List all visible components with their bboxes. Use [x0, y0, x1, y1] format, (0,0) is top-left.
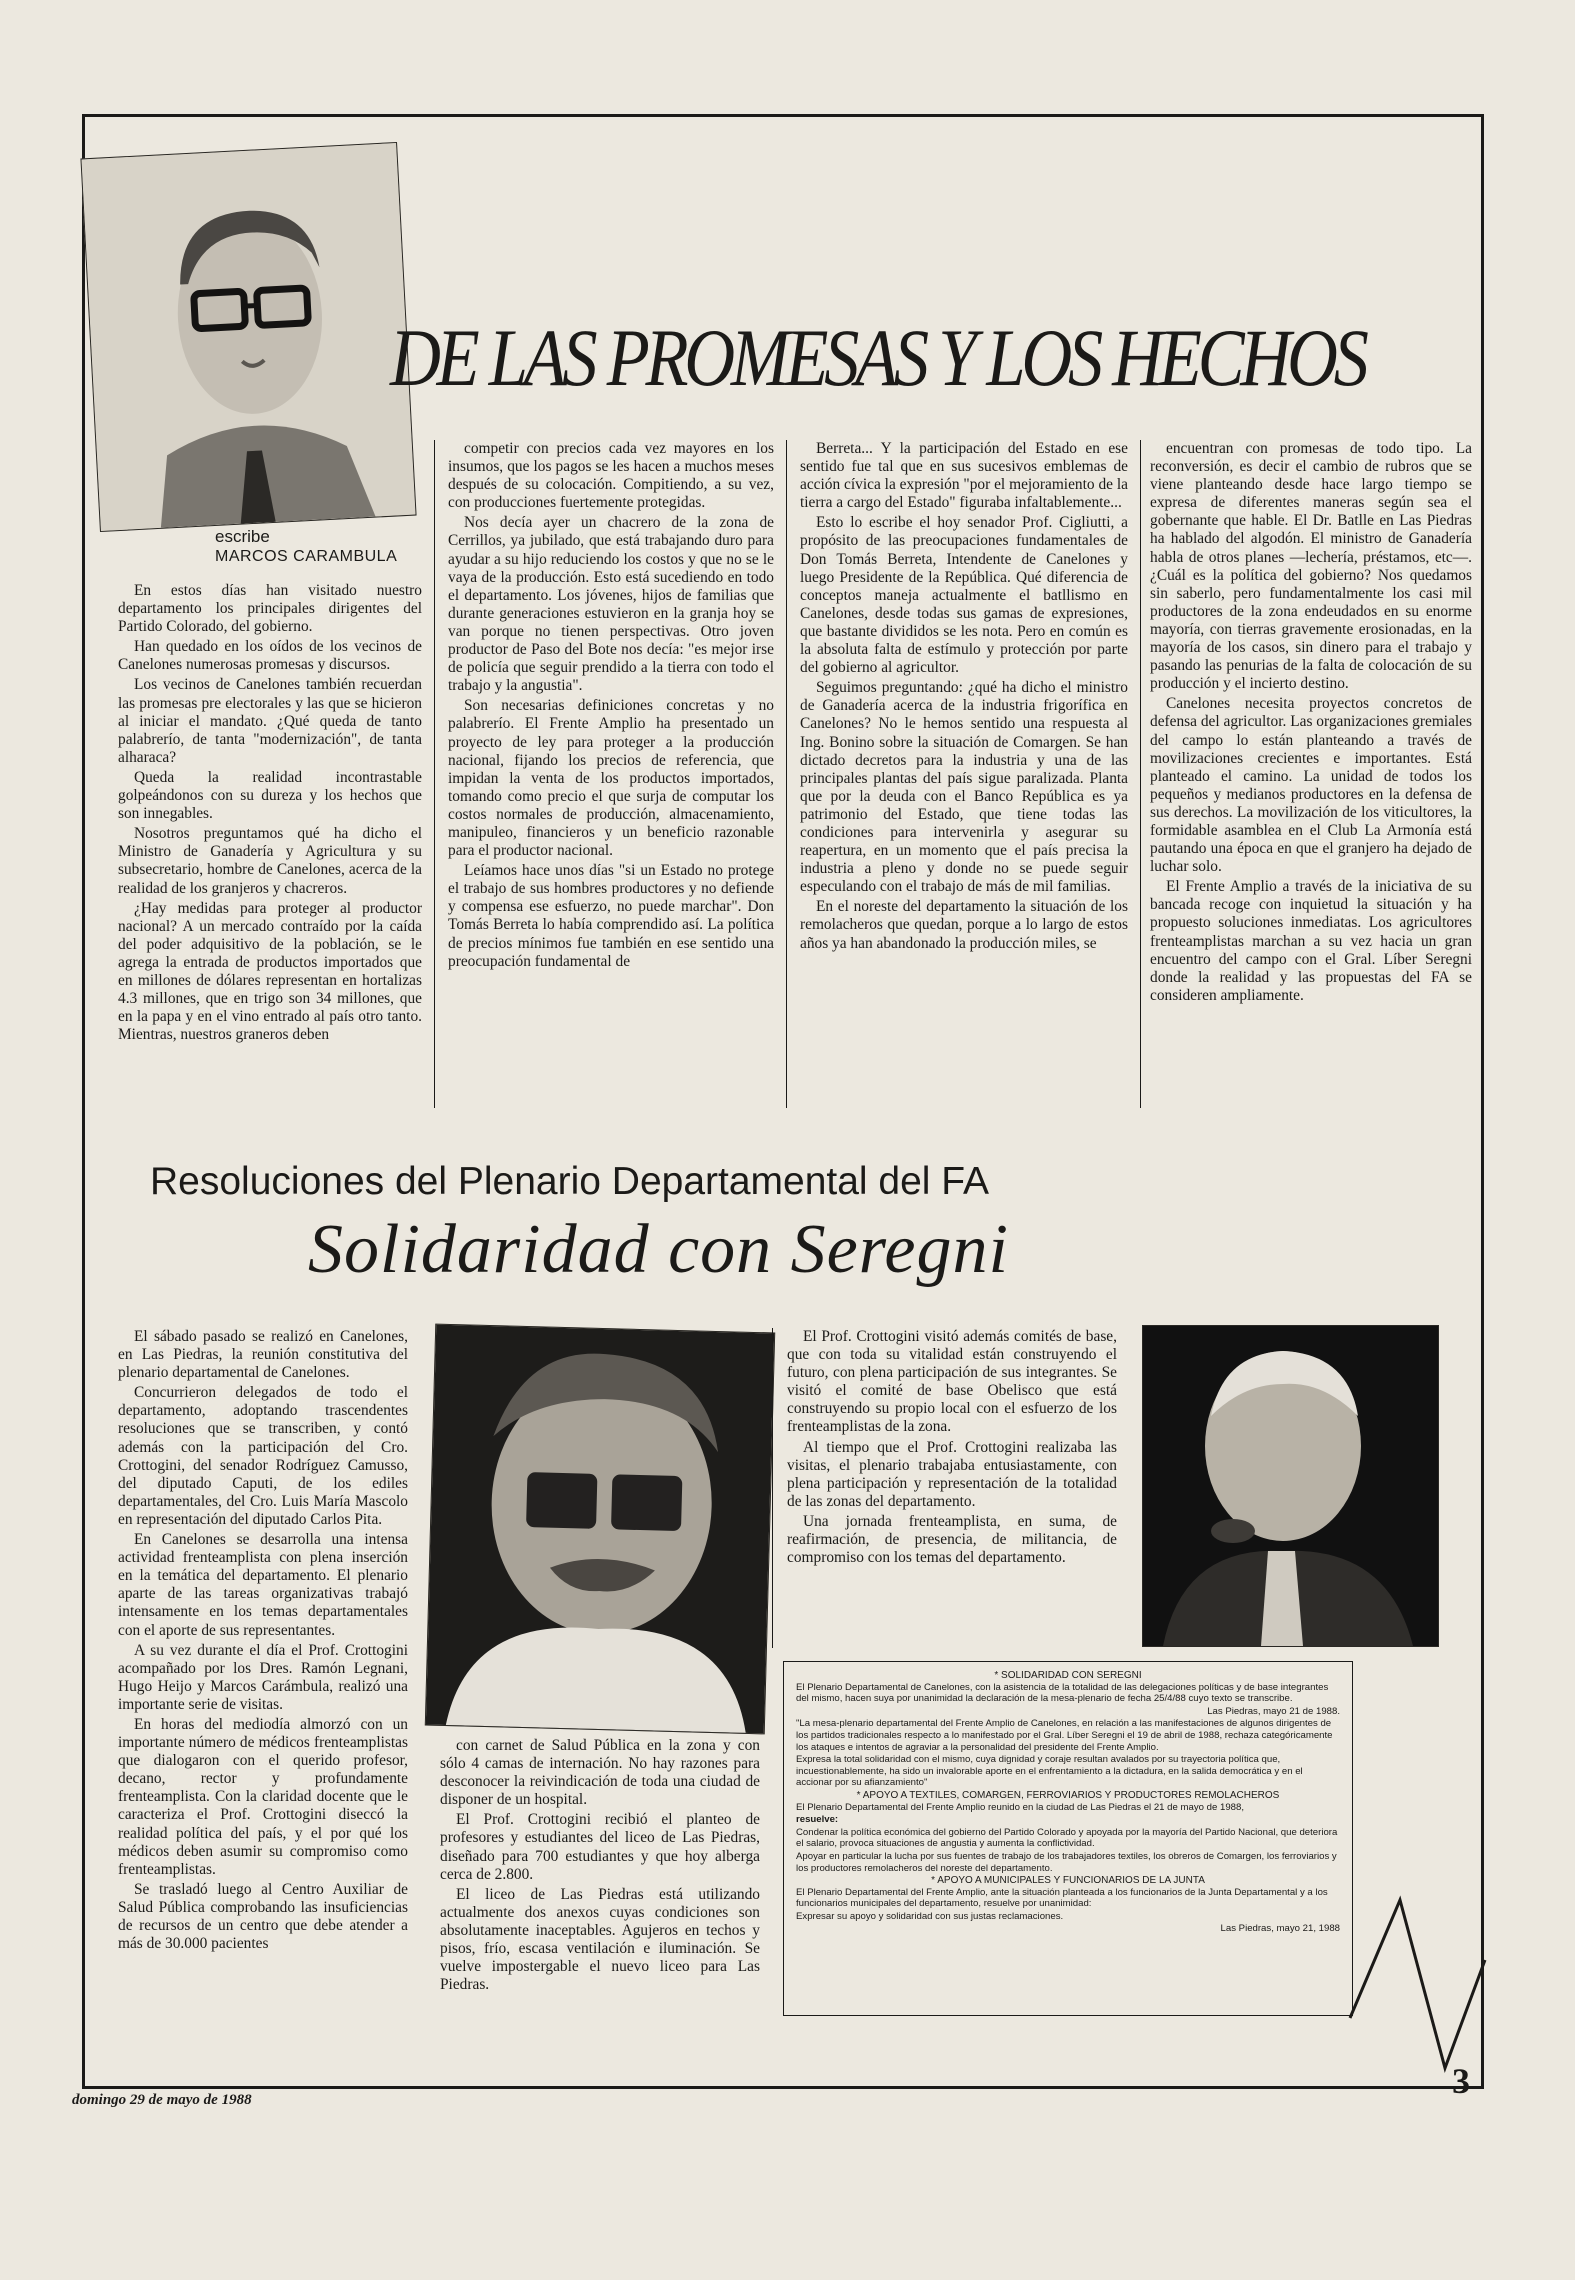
paragraph: Esto lo escribe el hoy senador Prof. Cigliutti, a propósito de las preocupaciones fundamentales de Don Tomás Berreta, Intendente de Canelones y luego Presidente de la República. Qué diferencia de conceptos maneja actualmente el batllismo en Canelones, desde todas sus gamas de expresiones, que bastante divididos se les nota. Pero en común es la absoluta falta de estímulo y protección por parte del gobierno al agricultor.: [800, 514, 1128, 677]
paragraph: Al tiempo que el Prof. Crottogini realizaba las visitas, el plenario trabajaba entusiastamente, con plena participación y representación de la totalidad de las zonas del departamento.: [787, 1438, 1117, 1510]
paragraph: ¿Hay medidas para proteger al productor nacional? A un mercado contraído por la caída del poder adquisitivo de la población, se le agrega la entrada de productos importados que en millones de dólares representan en hortalizas 4.3 millones, que en trigo son 34 millones, que en la papa y en el vino entrado al país otro tanto. Mientras, nuestros graneros deben: [118, 899, 422, 1044]
article1-col4: [1150, 440, 1472, 1107]
paragraph: En Canelones se desarrolla una intensa actividad frenteamplista con plena inserción en la temática del departamento. El plenario aparte de las tareas organizativas trabajó intensamente en los temas departamentales con el aporte de sus representantes.: [118, 1531, 408, 1639]
box-date: Las Piedras, mayo 21, 1988: [1220, 1923, 1340, 1935]
byline-prefix: escribe: [215, 527, 270, 546]
paragraph: Berreta... Y la participación del Estado en ese sentido fue tal que en sus sucesivos emblemas de acción cívica la expresión "por el mejoramiento de la tierra a cargo del Estado" figuraba infaltablemente...: [800, 440, 1128, 512]
byline-author: MARCOS CARAMBULA: [215, 548, 398, 565]
paragraph: Seguimos preguntando: ¿qué ha dicho el ministro de Ganadería acerca de la industria frigorífica en Canelones? No le hemos sentido una respuesta al Ing. Bonino sobre la situación de Comargen. Se han dictado decretos para la industria y una de las principales plantas del país sigue paralizada. Planta que por la deuda con el Banco República es ya patrimonio del Estado, que tiene todas las condiciones para intervenirla y asegurar su reapertura, en un momento que el país precisa la industria a pleno y donde no se puede seguir especulando con el trabajo de más de mil familias.: [800, 679, 1128, 896]
column-rule: [772, 1328, 773, 1648]
box-paragraph: Apoyar en particular la lucha por sus fuentes de trabajo de los trabajadores textiles, los obreros de Comargen, los ferroviarios y los productores remolacheros del noreste del departamento.: [796, 1850, 1337, 1874]
seregni-photo: [1142, 1325, 1439, 1647]
box-paragraph: El Plenario Departamental del Frente Amplio reunido en la ciudad de Las Piedras el 21 de mayo de 1988,: [796, 1801, 1244, 1813]
paragraph: En el noreste del departamento la situación de los remolacheros que quedan, porque a lo largo de estos años ya han abandonado la producción miles, se: [800, 898, 1128, 952]
box-resuelve: resuelve:: [796, 1814, 839, 1826]
box-title: * SOLIDARIDAD CON SEREGNI: [994, 1670, 1142, 1681]
paragraph: El liceo de Las Piedras está utilizando actualmente dos anexos cuyas condiciones son absolutamente inaceptables. Agujeros en techos y pisos, frío, escasa ventilación e iluminación. Se vuelve impostergable el nuevo liceo para Las Piedras.: [440, 1885, 760, 1994]
paragraph: Son necesarias definiciones concretas y no palabrerío. El Frente Amplio ha presentado un proyecto de ley para proteger a la producción nacional, fijando los precios de referencia, que impidan la venta de los productos importados, tomando como precio el que surja de computar los costos normales de producción, almacenamiento, manipuleo, financieros y un beneficio razonable para el productor nacional.: [448, 697, 774, 860]
footer-date: domingo 29 de mayo de 1988: [72, 2092, 252, 2108]
paragraph: Se trasladó luego al Centro Auxiliar de Salud Pública comprobando las insuficiencias de recursos de un centro que debe atender a más de 30.000 pacientes: [118, 1880, 408, 1953]
box-heading: * APOYO A TEXTILES, COMARGEN, FERROVIARIOS Y PRODUCTORES REMOLACHEROS: [856, 1789, 1280, 1801]
bleed-through-text: [720, 150, 1480, 270]
paragraph: Nosotros preguntamos qué ha dicho el Ministro de Ganadería y Agricultura y su subsecretario, hombre de Canelones, acerca de la realidad de los granjeros y chacreros.: [118, 825, 422, 897]
section-title: Solidaridad con Seregni: [308, 1211, 1009, 1288]
section2-col1: [118, 1328, 408, 2033]
article1-col3: [800, 440, 1128, 1107]
paragraph: En horas del mediodía almorzó con un importante número de médicos frenteamplistas que dialogaron con el querido profesor, decano, rector y profundamente frenteamplista. Con la claridad docente que le caracteriza el Prof. Crottogini diseccó la realidad política del país, y el por qué los médicos deben asumir su compromiso como frenteamplistas.: [118, 1715, 408, 1878]
box-heading: * APOYO A MUNICIPALES Y FUNCIONARIOS DE LA JUNTA: [931, 1875, 1205, 1887]
paragraph: El Frente Amplio a través de la iniciativa de su bancada recoge con inquietud la situación y ha propuesto soluciones inmediatas. Los agricultores frenteamplistas marchan a su vez hacia un gran encuentro del campo con el Gral. Líber Seregni donde la realidad y las propuestas del FA se consideren ampliamente.: [1150, 878, 1472, 1004]
resolutions-box: [783, 1661, 1353, 2016]
box-paragraph: Expresa la total solidaridad con el mismo, cuya dignidad y coraje resultan avalados por su trayectoria política que, incuestionablemente, ha sido un invalorable aporte en el enfrentamiento a la dictadura, en la salida democrática y en el accionar por su afianzamiento": [796, 1754, 1303, 1789]
paragraph: competir con precios cada vez mayores en los insumos, que los pagos se les hacen a muchos meses después de su colocación. Compitiendo, a su vez, con producciones fuertemente protegidas.: [448, 440, 774, 512]
author-photo: [80, 142, 416, 532]
article1-col1: [118, 582, 422, 1107]
box-date: Las Piedras, mayo 21 de 1988.: [1207, 1705, 1340, 1717]
zigzag-frame-line: [1330, 1800, 1490, 2100]
paragraph: En estos días han visitado nuestro departamento los principales dirigentes del Partido Colorado, del gobierno.: [118, 582, 422, 636]
section2-col3: [787, 1328, 1117, 1643]
page-number: 3: [1452, 2061, 1470, 2101]
paragraph: Los vecinos de Canelones también recuerdan las promesas pre electorales y las que se hicieron al iniciar el mandato. ¿Qué queda de tanto palabrerío, de tanta "modernización", de tanta alharaca?: [118, 676, 422, 766]
section2-col2: [440, 1737, 760, 2033]
paragraph: Una jornada frenteamplista, en suma, de reafirmación, de presencia, de militancia, de compromiso con los temas del departamento.: [787, 1512, 1117, 1567]
paragraph: Queda la realidad incontrastable golpeándonos con su dureza y los hechos que son innegables.: [118, 768, 422, 823]
paragraph: Concurrieron delegados de todo el departamento, adoptando trascendentes resoluciones que se transcriben, y contó además con la participación del Cro. Crottogini, del senador Rodríguez Camusso, del diputado Caputi, de los ediles departamentales, del Cro. Luis María Mascolo en representación del diputado Carlos Pita.: [118, 1384, 408, 1528]
paragraph: El Prof. Crottogini recibió el planteo de profesores y estudiantes del liceo de Las Piedras, diseñado para 700 estudiantes y que hoy alberga cerca de 2.800.: [440, 1811, 760, 1883]
paragraph: Nos decía ayer un chacrero de la zona de Cerrillos, ya jubilado, que está trabajando duro para ayudar a su hijo reduciendo los costos y que no se le vaya de la producción. Esto está sucediendo en todo el departamento. Los jóvenes, hijos de familias que durante generaciones estuvieron en la granja hoy se van porque no tienen perspectivas. Otro joven productor de Paso del Bote nos decía: "es mejor irse de policía que seguir prendido a la tierra con todo el trabajo y la angustia".: [448, 514, 774, 695]
paragraph: Leíamos hace unos días "si un Estado no protege el trabajo de sus hombres productores y no defiende y compensa ese esfuerzo, no puede marchar". Don Tomás Berreta lo había comprendido así. La política de precios mínimos fue también en ese sentido una preocupación fundamental de: [448, 862, 774, 970]
column-rule: [1140, 440, 1141, 1108]
paragraph: encuentran con promesas de todo tipo. La reconversión, es decir el cambio de rubros que se viene planteando desde hace largo tiempo se expresa de diferentes maneras según sea el gobernante que hable. El Dr. Batlle en Las Piedras ha hablado del algodón. El ministro de Ganadería habla de otros planes —lechería, préstamos, etc—. ¿Cuál es la política del gobierno? Nos quedamos sin saberlo, pero fundamentalmente los casi mil productores de la zona endeudados en su enorme mayoría, con tierras gravemente erosionadas, en la mayoría de los casos, sin dinero para el trabajo y pasando las penurias de la falta de colocación de su producción y el incierto destino.: [1150, 440, 1472, 693]
column-rule: [434, 440, 435, 1108]
paragraph: Han quedado en los oídos de los vecinos de Canelones numerosas promesas y discursos.: [118, 638, 422, 674]
paragraph: El sábado pasado se realizó en Canelones, en Las Piedras, la reunión constitutiva del plenario departamental de Canelones.: [118, 1328, 408, 1382]
crottogini-photo: [425, 1324, 775, 1735]
section-kicker: Resoluciones del Plenario Departamental del FA: [150, 1160, 989, 1203]
box-paragraph: Expresar su apoyo y solidaridad con sus justas reclamaciones.: [796, 1910, 1064, 1922]
paragraph: A su vez durante el día el Prof. Crottogini acompañado por los Dres. Ramón Legnani, Hugo Heijo y Marcos Carámbula, realizó una importante serie de visitas.: [118, 1641, 408, 1713]
paragraph: El Prof. Crottogini visitó además comités de base, que con toda su vitalidad están construyendo el futuro, con plena participación de sus integrantes. Se visitó el comité de base Obelisco que está construyendo su propio local con el esfuerzo de los frenteamplistas de la zona.: [787, 1328, 1117, 1436]
box-paragraph: "La mesa-plenario departamental del Frente Amplio de Canelones, en relación a las manifestaciones de algunos dirigentes de los partidos tradicionales respecto a lo manifestado por el Gral. Líber Seregni el 19 de abril de 1988, rechaza categóricamente los ataques e intentos de agraviar a la personalidad del presidente del Frente Amplio.: [796, 1718, 1333, 1753]
paragraph: Canelones necesita proyectos concretos de defensa del agricultor. Las organizaciones gremiales del campo lo están planteando a través de movilizaciones crecientes e importantes. Está planteado el camino. La unidad de todos los pequeños y medianos productores en la defensa de sus derechos. La movilización de los viticultores, la formidable asamblea en el Club La Armonía está pautando una época en que el granjero ha dejado de luchar solo.: [1150, 695, 1472, 876]
column-rule: [786, 440, 787, 1108]
box-paragraph: Condenar la política económica del gobierno del Partido Colorado y apoyada por la mayoría del Partido Nacional, que deteriora el salario, provoca situaciones de angustia y aumenta la conflictividad.: [796, 1826, 1338, 1850]
box-paragraph: El Plenario Departamental del Frente Amplio, ante la situación planteada a los funcionarios de la Junta Departamental y a los funcionarios municipales del departamento, resuelve por unanimidad:: [796, 1886, 1328, 1910]
main-headline: DE LAS PROMESAS Y LOS HECHOS: [390, 312, 1365, 403]
article1-col2: [448, 440, 774, 1107]
box-paragraph: El Plenario Departamental de Canelones, con la asistencia de la totalidad de las delegaciones políticas y de base integrantes del mismo, hacen suya por unanimidad la declaración de la mesa-plenario de fecha 25/4/88 cuyo texto se transcribe.: [796, 1681, 1329, 1705]
paragraph: con carnet de Salud Pública en la zona y con sólo 4 camas de internación. No hay razones para desconocer la reivindicación de toda una ciudad de disponer de un hospital.: [440, 1737, 760, 1809]
